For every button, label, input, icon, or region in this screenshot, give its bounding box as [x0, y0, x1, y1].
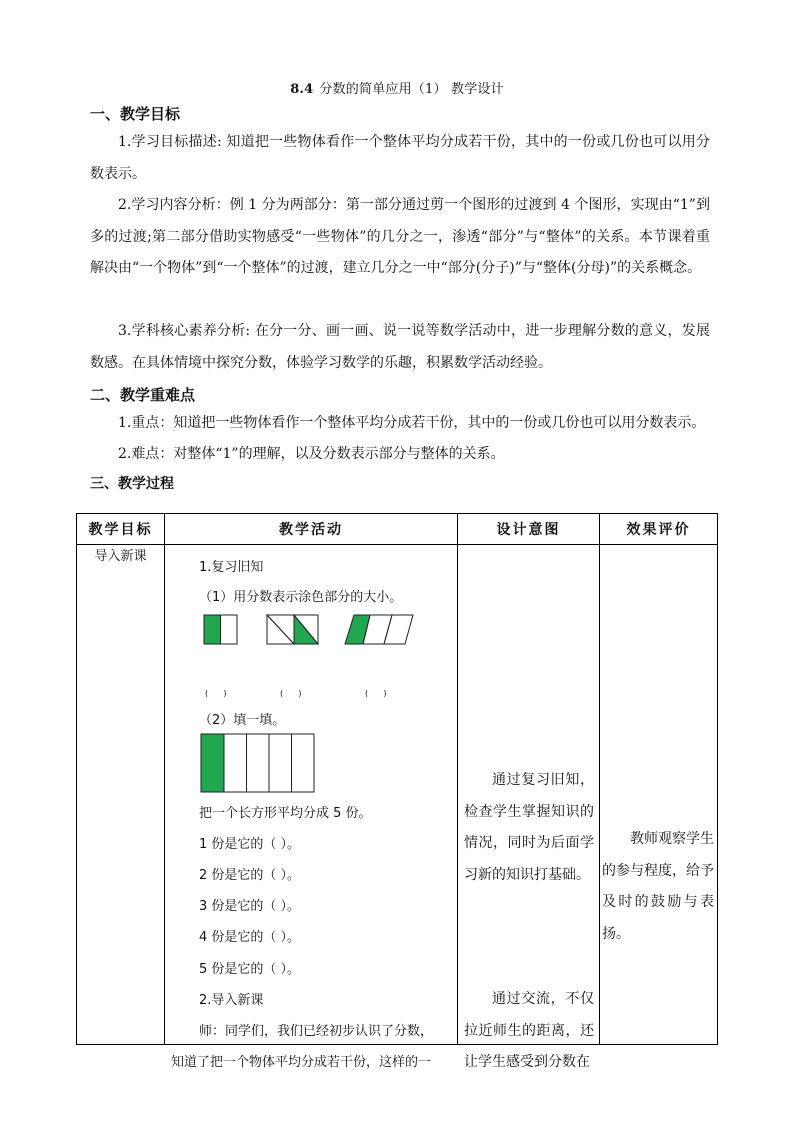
design-intent-2: 通过交流，不仅拉近师生的距离，还让学生感受到分数在: [464, 991, 594, 1070]
evaluation-cell: [600, 545, 718, 1045]
teacher-line-2: 知道了把一个物体平均分成若干份，这样的一: [171, 1055, 432, 1070]
header-activity: 教学活动: [165, 514, 458, 545]
title-text: 分数的简单应用（1） 教学设计: [319, 82, 504, 97]
goal-paragraph-1: 1.学习目标描述: 知道把一些物体看作一个整体平均分成若干份，其中的一份或几份也可以用分数表示。: [90, 134, 710, 182]
title-number: 8.4: [290, 82, 314, 97]
teacher-line-1: 师：同学们，我们已经初步认识了分数，: [199, 1024, 434, 1039]
header-goal: 教学目标: [77, 514, 165, 545]
table-row: [77, 545, 718, 1045]
five-part-rectangle: [165, 733, 455, 795]
heading-teaching-goals: 一、教学目标: [90, 105, 181, 123]
fill-line-3: 3 份是它的（ ）。: [199, 899, 301, 914]
design-intent-1: 通过复习旧知，检查学生掌握知识的情况，同时为后面学习新的知识打基础。: [464, 772, 594, 883]
heading-key-points: 二、教学重难点: [90, 386, 196, 404]
table-header-row: [77, 514, 718, 545]
rectangle-description: 把一个长方形平均分成 5 份。: [199, 806, 372, 821]
fill-line-1: 1 份是它的（ ）。: [199, 837, 301, 852]
header-evaluation: 效果评价: [600, 514, 718, 545]
fraction-shapes: [165, 613, 455, 673]
blank-paren-1: ( ): [205, 689, 227, 698]
question-1: （1）用分数表示涂色部分的大小。: [199, 590, 403, 605]
heading-teaching-process: 三、教学过程: [90, 476, 174, 492]
shaded-fifth: [201, 734, 224, 792]
intro-title: 2.导入新课: [199, 993, 264, 1008]
fill-line-2: 2 份是它的（ ）。: [199, 868, 301, 883]
header-design: 设计意图: [458, 514, 600, 545]
goal-paragraph-2: 2.学习内容分析：例 1 分为两部分：第一部分通过剪一个图形的过渡到 4 个图形，实现由“1”到多的过渡;第二部分借助实物感受“一些物体”的几分之一，渗透“部分”与“整体”的关系。本节课着重解决由“一个物体”到“一个整体”的过渡，建立几分之一中“部分(分子)”与“整体(分母)”的关系概念。: [90, 197, 710, 276]
activity-cell: [165, 545, 458, 1070]
review-title: 1.复习旧知: [199, 560, 264, 575]
design-cell: [458, 545, 600, 1070]
question-2: （2）填一填。: [199, 713, 286, 728]
goal-paragraph-3: 3.学科核心素养分析: 在分一分、画一画、说一说等数学活动中，进一步理解分数的意义，发展数感。在具体情境中探究分数，体验学习数学的乐趣，积累数学活动经验。: [90, 323, 710, 371]
teaching-process-table: [76, 513, 718, 1070]
blank-paren-3: ( ): [365, 689, 387, 698]
fill-line-5: 5 份是它的（ ）。: [199, 962, 301, 977]
document-title: [0, 78, 794, 97]
goal-cell: 导入新课: [77, 545, 165, 1045]
difficulty-paragraph: 2.难点：对整体“1”的理解，以及分数表示部分与整体的关系。: [118, 446, 505, 462]
blank-paren-2: ( ): [280, 689, 302, 698]
shaded-half: [204, 615, 220, 644]
evaluation-text: 教师观察学生的参与程度，给予及时的鼓励与表扬。: [602, 831, 714, 942]
fill-line-4: 4 份是它的（ ）。: [199, 930, 301, 945]
key-point-paragraph: 1.重点：知道把一些物体看作一个整体平均分成若干份，其中的一份或几份也可以用分数表示。: [118, 415, 706, 431]
